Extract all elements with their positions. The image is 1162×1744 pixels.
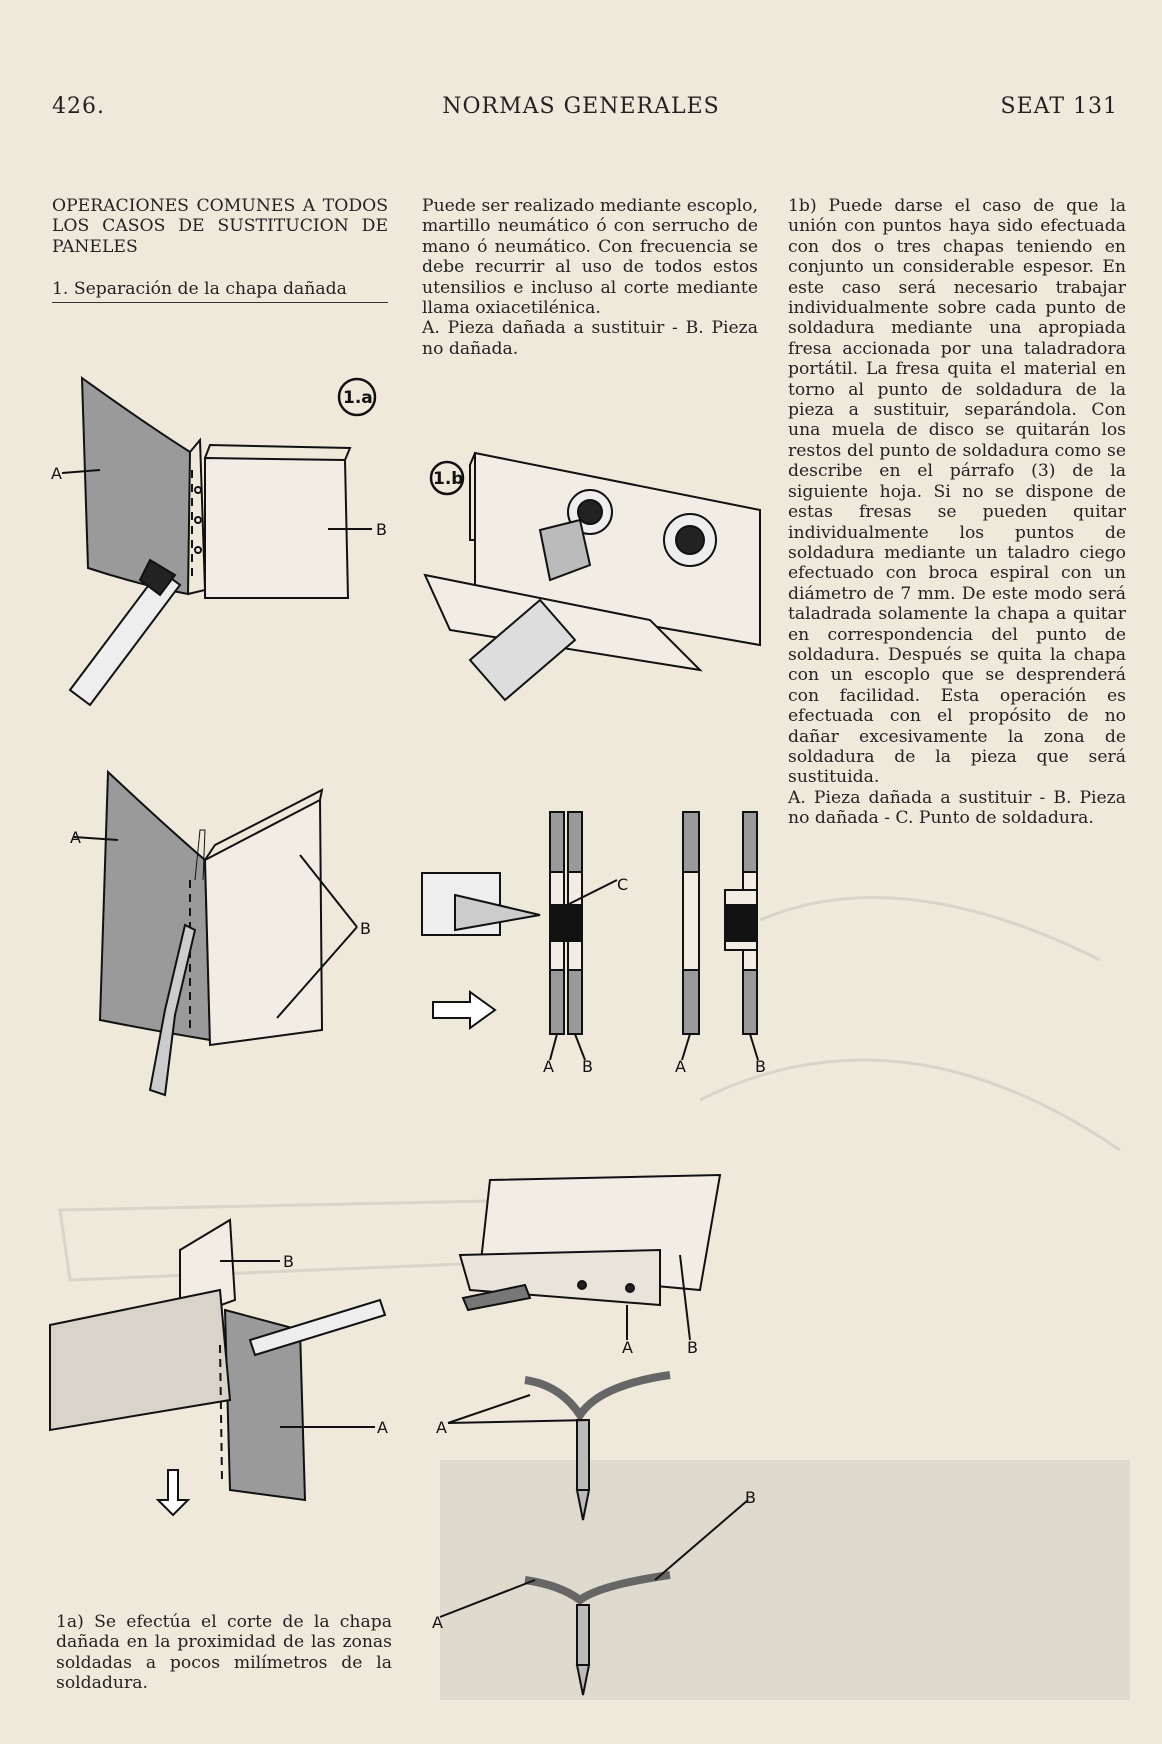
label-a: A bbox=[432, 1613, 443, 1632]
figure-1b-cutter bbox=[425, 453, 760, 700]
section-header: NORMAS GENERALES bbox=[442, 94, 720, 119]
label-a: A bbox=[675, 1057, 686, 1076]
label-a: A bbox=[51, 464, 62, 483]
label-b: B bbox=[755, 1057, 766, 1076]
label-a: A bbox=[543, 1057, 554, 1076]
legend-1b: A. Pieza dañada a sustituir - B. Pieza no dañada - C. Punto de soldadura. bbox=[788, 787, 1126, 829]
intro-paragraph: Puede ser realizado mediante escoplo, martillo neumático ó con serrucho de mano ó neumático. Con frecuencia se debe recurrir al uso de todos estos utensilios e incluso al corte mediante llama oxiacetilénica. bbox=[422, 196, 758, 319]
page-number: 426. bbox=[52, 94, 105, 119]
label-a: A bbox=[436, 1418, 447, 1437]
label-a: A bbox=[622, 1338, 633, 1357]
label-a: A bbox=[70, 828, 81, 847]
badge-1b: 1.b bbox=[433, 469, 464, 489]
badge-1a: 1.a bbox=[343, 388, 373, 408]
subsection-title: 1. Separación de la chapa dañada bbox=[52, 279, 388, 302]
label-b: B bbox=[283, 1252, 294, 1271]
legend-1a: A. Pieza dañada a sustituir - B. Pieza no dañada. bbox=[422, 318, 758, 359]
label-b: B bbox=[687, 1338, 698, 1357]
vehicle-model: SEAT 131 bbox=[1000, 94, 1118, 119]
label-b: B bbox=[745, 1488, 756, 1507]
label-a: A bbox=[377, 1418, 388, 1437]
label-b: B bbox=[582, 1057, 593, 1076]
label-b: B bbox=[360, 919, 371, 938]
figure-1a-chisel bbox=[62, 378, 375, 705]
label-b: B bbox=[376, 520, 387, 539]
label-c: C bbox=[617, 875, 629, 894]
figure-1b-sections bbox=[422, 812, 758, 1060]
paragraph-1b: 1b) Puede darse el caso de que la unión con puntos haya sido efectuada con dos o tres chapas teniendo en conjunto un considerable espesor. En este caso será necesario trabajar individualmente sobre cada punto de soldadura mediante una apropiada fresa accionada por una taladradora portátil. La fresa quita el material en torno al punto de soldadura de la pieza a sustituir, separándola. Con una muela de disco se quitarán los restos del punto de soldadura como se describe en el párrafo (3) de la siguiente hoja. Si no se dispone de estas fresas se pueden quitar individualmente los puntos de soldadura mediante un taladro ciego efectuado con broca espiral con un diámetro de 7 mm. De este modo será taladrada solamente la chapa a quitar en correspondencia del punto de soldadura. Después se quita la chapa con un escoplo que se desprenderá con facilidad. Esta operación es efectuada con el propósito de no dañar excesivamente la zona de soldadura de la pieza que será sustituida. bbox=[788, 196, 1126, 788]
section-title: OPERACIONES COMUNES A TODOS LOS CASOS DE SUSTITUCION DE PANELES bbox=[52, 196, 388, 257]
caption-1a: 1a) Se efectúa el corte de la chapa dañada en la proximidad de las zonas soldadas a pocos milímetros de la soldadura. bbox=[56, 1612, 392, 1694]
figure-1a-torch bbox=[74, 772, 357, 1095]
figure-1a-saw bbox=[50, 1220, 385, 1515]
